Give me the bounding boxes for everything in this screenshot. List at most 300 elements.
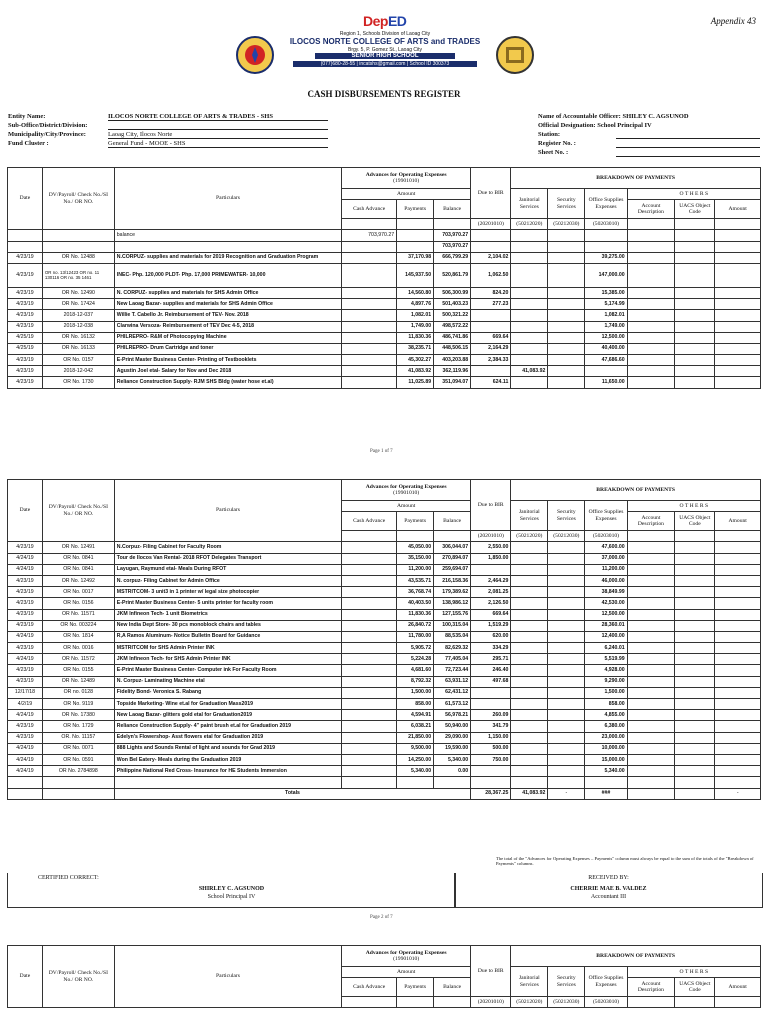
janitorial-cell — [511, 553, 548, 564]
deped-logo: DepED — [363, 13, 407, 29]
office-supplies-cell — [585, 366, 627, 377]
others-amount-cell — [715, 377, 761, 388]
table-row — [8, 310, 761, 321]
particulars-cell: JKM Infineon Tech- 1 unit Biometrics — [114, 609, 341, 620]
uacs-cell — [675, 620, 715, 631]
empty-cell — [585, 777, 627, 788]
balance-cell: 61,573.12 — [434, 699, 471, 710]
security-cell — [548, 377, 585, 388]
dv-cell: OR No. 16132 — [42, 332, 114, 343]
uacs-cell — [675, 687, 715, 698]
uacs-cell — [675, 332, 715, 343]
office-supplies-cell: 46,000.00 — [585, 575, 627, 586]
dv-cell: OR No. 12491 — [42, 542, 114, 553]
empty-cell — [42, 777, 114, 788]
account-desc-cell — [627, 310, 675, 321]
received-name: CHERRIE MAE B. VALDEZ — [570, 886, 647, 892]
due-bir-cell: 497.68 — [471, 676, 511, 687]
station-label: Station: — [538, 131, 561, 138]
date-cell: 4/24/19 — [8, 766, 43, 777]
payments-cell: 858.00 — [397, 699, 434, 710]
balance-cell: 506,300.99 — [434, 287, 471, 298]
due-bir-cell: 2,081.25 — [471, 587, 511, 598]
account-desc-cell — [627, 377, 675, 388]
office-supplies-cell: 15,000.00 — [585, 754, 627, 765]
particulars-cell: Willie T. Cabello Jr. Reimbursement of TEV- Nov. 2018 — [114, 310, 341, 321]
dv-cell: OR No. 9119 — [42, 699, 114, 710]
dv-cell: OR No. 0156 — [42, 598, 114, 609]
payments-cell: 4,681.60 — [397, 665, 434, 676]
payments-cell: 1,082.01 — [397, 310, 434, 321]
payments-cell: 43,535.71 — [397, 575, 434, 586]
particulars-cell: Reliance Construction Supply- RJM SHS Bldg (water hose et.al) — [114, 377, 341, 388]
security-cell — [548, 732, 585, 743]
col-date: Date — [8, 168, 43, 230]
table-row — [8, 609, 761, 620]
due-bir-cell — [471, 241, 511, 252]
office-supplies-cell — [585, 230, 627, 241]
office-supplies-cell: 147,000.00 — [585, 263, 627, 287]
others-amount-cell — [715, 687, 761, 698]
payments-cell: 5,224.28 — [397, 654, 434, 665]
office-supplies-cell: 23,000.00 — [585, 732, 627, 743]
totals-note: The total of the "Advances for Operating Expenses – Payments" column must always be equal to the sum of the totals of the "Breakdown of Payments" columns. — [496, 856, 754, 867]
due-bir-cell: 341.79 — [471, 721, 511, 732]
cash-advance-cell — [342, 241, 397, 252]
particulars-cell: Layugan, Raymund etal- Meals During RFOT — [114, 564, 341, 575]
security-cell — [548, 721, 585, 732]
others-amount-cell — [715, 542, 761, 553]
balance-cell: 520,861.79 — [434, 263, 471, 287]
dv-cell: OR No. 11572 — [42, 654, 114, 665]
cash-advance-cell: 703,970.27 — [342, 230, 397, 241]
balance-cell: 127,155.76 — [434, 609, 471, 620]
janitorial-cell — [511, 542, 548, 553]
dv-cell: OR No. 1814 — [42, 631, 114, 642]
letterhead — [235, 13, 535, 75]
uacs-cell — [675, 230, 715, 241]
others-amount-cell — [715, 598, 761, 609]
others-amount-cell — [715, 230, 761, 241]
particulars-cell: Clarwina Versoza- Reimbursement of TEV Dec 4-5, 2018 — [114, 321, 341, 332]
table-row — [8, 564, 761, 575]
cash-advance-cell — [342, 553, 397, 564]
uacs-cell — [675, 564, 715, 575]
cash-advance-cell — [342, 310, 397, 321]
table-row — [8, 732, 761, 743]
empty-cell — [8, 788, 43, 799]
officer-info — [538, 112, 760, 157]
received-title: Accountant III — [590, 894, 627, 900]
office-supplies-cell: 12,500.00 — [585, 609, 627, 620]
account-desc-cell — [627, 564, 675, 575]
date-cell: 4/23/19 — [8, 263, 43, 287]
uacs-cell — [675, 310, 715, 321]
balance-cell: 63,931.12 — [434, 676, 471, 687]
empty-cell — [114, 777, 341, 788]
balance-cell: 448,506.15 — [434, 343, 471, 354]
dv-cell: OR No. 1729 — [42, 721, 114, 732]
date-cell: 4/23/19 — [8, 366, 43, 377]
balance-cell: 666,799.29 — [434, 252, 471, 263]
totals-label: Totals — [114, 788, 470, 799]
others-amount-cell — [715, 310, 761, 321]
empty-cell — [42, 788, 114, 799]
date-cell: 4/23/19 — [8, 721, 43, 732]
cash-advance-cell — [342, 732, 397, 743]
table-row — [8, 699, 761, 710]
due-bir-cell: 260.09 — [471, 710, 511, 721]
due-bir-cell — [471, 321, 511, 332]
janitorial-cell — [511, 654, 548, 665]
payments-cell: 37,170.98 — [397, 252, 434, 263]
col-advances: Advances for Operating Expenses (19901010) — [342, 168, 471, 189]
uacs-cell — [675, 654, 715, 665]
account-desc-cell — [627, 631, 675, 642]
others-amount-cell — [715, 732, 761, 743]
security-cell — [548, 542, 585, 553]
cash-advance-cell — [342, 687, 397, 698]
date-cell: 4/23/19 — [8, 665, 43, 676]
header-address: Brgy. 5, P. Gomez St., Laoag City — [347, 47, 423, 53]
date-cell: 4/25/19 — [8, 332, 43, 343]
cash-advance-cell — [342, 377, 397, 388]
date-cell: 4/23/19 — [8, 542, 43, 553]
uacs-cell — [675, 631, 715, 642]
dv-cell: OR no. 0128 — [42, 687, 114, 698]
table-row — [8, 777, 761, 788]
others-amount-cell — [715, 366, 761, 377]
date-cell: 4/24/19 — [8, 631, 43, 642]
office-supplies-cell: 4,855.00 — [585, 710, 627, 721]
cash-advance-cell — [342, 710, 397, 721]
account-desc-cell — [627, 609, 675, 620]
janitorial-cell — [511, 687, 548, 698]
due-bir-cell: 2,104.02 — [471, 252, 511, 263]
balance-cell: 82,629.32 — [434, 643, 471, 654]
due-bir-cell: 2,464.29 — [471, 575, 511, 586]
payments-cell: 5,340.00 — [397, 766, 434, 777]
total-janitorial: 41,083.92 — [511, 788, 548, 799]
uacs-cell — [675, 721, 715, 732]
account-desc-cell — [627, 230, 675, 241]
register-title: CASH DISBURSEMENTS REGISTER — [307, 89, 461, 99]
due-bir-cell: 1,850.00 — [471, 553, 511, 564]
table-row — [8, 299, 761, 310]
particulars-cell: N. Corpuz- Laminating Machine etal — [114, 676, 341, 687]
entity-name-value: ILOCOS NORTE COLLEGE OF ARTS & TRADES - SHS — [108, 112, 328, 121]
janitorial-cell — [511, 598, 548, 609]
account-desc-cell — [627, 766, 675, 777]
table-row — [8, 676, 761, 687]
account-desc-cell — [627, 676, 675, 687]
due-bir-cell: 669.64 — [471, 609, 511, 620]
uacs-cell — [675, 263, 715, 287]
table-row — [8, 355, 761, 366]
payments-cell: 41,083.92 — [397, 366, 434, 377]
security-cell — [548, 299, 585, 310]
security-cell — [548, 241, 585, 252]
account-desc-cell — [627, 542, 675, 553]
security-cell — [548, 699, 585, 710]
uacs-cell — [675, 287, 715, 298]
register-table-page-3: Date DV/Payroll/ Check No./SI No./ OR NO. Particulars Advances for Operating Expenses (19901010) Due to BIR BREAKDOWN OF PAYMENTS Amount Janitorial Services Security Services Office Supplies Expenses O T H E R S Cash Advance Payments Balance Account Description UACS Object Code Amount (20201010) (50212020) (50212030) (50203010) — [7, 945, 761, 1008]
particulars-cell: New Laoag Bazar- glitters gold etal for Graduation2019 — [114, 710, 341, 721]
janitorial-cell — [511, 609, 548, 620]
account-desc-cell — [627, 687, 675, 698]
security-cell — [548, 564, 585, 575]
cash-advance-cell — [342, 252, 397, 263]
account-desc-cell — [627, 553, 675, 564]
office-supplies-cell: 1,082.01 — [585, 310, 627, 321]
others-amount-cell — [715, 665, 761, 676]
balance-cell: 179,389.62 — [434, 587, 471, 598]
particulars-cell: Edelyn's Flowershop- Asst flowers etal for Graduation 2019 — [114, 732, 341, 743]
total-others: - — [715, 788, 761, 799]
empty-cell — [675, 777, 715, 788]
others-amount-cell — [715, 609, 761, 620]
header-shs-banner: SENIOR HIGH SCHOOL — [315, 53, 455, 59]
payments-cell: 11,200.00 — [397, 564, 434, 575]
particulars-cell: Philippine National Red Cross- Insurance for HE Students Immersion — [114, 766, 341, 777]
others-amount-cell — [715, 287, 761, 298]
others-amount-cell — [715, 754, 761, 765]
cash-advance-cell — [342, 564, 397, 575]
municipality-label: Municipality/City/Province: — [8, 131, 86, 138]
particulars-cell — [114, 241, 341, 252]
due-bir-cell — [471, 687, 511, 698]
others-amount-cell — [715, 766, 761, 777]
janitorial-cell: 41,083.92 — [511, 366, 548, 377]
dv-cell: OR No. 17424 — [42, 299, 114, 310]
office-supplies-cell: 15,385.00 — [585, 287, 627, 298]
security-cell — [548, 743, 585, 754]
cash-advance-cell — [342, 743, 397, 754]
particulars-cell: Won Bel Eatery- Meals during the Graduation 2019 — [114, 754, 341, 765]
uacs-cell — [675, 575, 715, 586]
table-row — [8, 542, 761, 553]
others-amount-cell — [715, 631, 761, 642]
janitorial-cell — [511, 263, 548, 287]
security-cell — [548, 321, 585, 332]
date-cell: 4/24/19 — [8, 654, 43, 665]
balance-cell: 403,203.88 — [434, 355, 471, 366]
dv-cell: OR No. 0016 — [42, 643, 114, 654]
uacs-cell — [675, 743, 715, 754]
security-cell — [548, 575, 585, 586]
due-bir-cell — [471, 310, 511, 321]
due-bir-cell: 1,062.50 — [471, 263, 511, 287]
particulars-cell: Fidelity Bond- Veronica S. Rabang — [114, 687, 341, 698]
uacs-cell — [675, 676, 715, 687]
uacs-cell — [675, 766, 715, 777]
uacs-cell — [675, 299, 715, 310]
empty-cell — [8, 777, 43, 788]
dv-cell: 2018-12-037 — [42, 310, 114, 321]
balance-cell: 500,321.22 — [434, 310, 471, 321]
security-cell — [548, 587, 585, 598]
particulars-cell: N.Corpuz- Filing Cabinet for Faculty Room — [114, 542, 341, 553]
janitorial-cell — [511, 332, 548, 343]
dv-cell: 2018-12-038 — [42, 321, 114, 332]
date-cell: 4/23/19 — [8, 321, 43, 332]
dv-cell: OR No. 0841 — [42, 564, 114, 575]
uacs-cell — [675, 643, 715, 654]
others-amount-cell — [715, 743, 761, 754]
janitorial-cell — [511, 343, 548, 354]
table-row — [8, 754, 761, 765]
security-cell — [548, 366, 585, 377]
col-uacs: UACS Object Code — [675, 200, 715, 219]
uacs-cell — [675, 241, 715, 252]
janitorial-cell — [511, 754, 548, 765]
janitorial-cell — [511, 665, 548, 676]
cash-advance-cell — [342, 299, 397, 310]
due-bir-cell: 334.29 — [471, 643, 511, 654]
particulars-cell: R,A Ramos Aluminum- Notice Bulletin Board for Guidance — [114, 631, 341, 642]
payments-cell: 11,830.36 — [397, 332, 434, 343]
janitorial-cell — [511, 287, 548, 298]
particulars-cell: INEC- Php. 120,000 PLDT- Php. 17,000 PRIMEWATER- 10,000 — [114, 263, 341, 287]
particulars-cell: MSTRITCOM- 3 unit3 in 1 printer w/ legal size photocopier — [114, 587, 341, 598]
municipality-value: Laoag City, Ilocos Norte — [108, 130, 328, 139]
date-cell: 4/23/19 — [8, 299, 43, 310]
security-cell — [548, 553, 585, 564]
others-amount-cell — [715, 620, 761, 631]
col-particulars: Particulars — [114, 168, 341, 230]
date-cell: 4/24/19 — [8, 564, 43, 575]
security-cell — [548, 631, 585, 642]
payments-cell: 21,850.00 — [397, 732, 434, 743]
header-school-name: ILOCOS NORTE COLLEGE OF ARTS and TRADES — [289, 37, 481, 46]
others-amount-cell — [715, 710, 761, 721]
janitorial-cell — [511, 252, 548, 263]
particulars-cell: N. corpuz- Filing Cabinet for Admin Office — [114, 575, 341, 586]
uacs-cell — [675, 732, 715, 743]
received-box — [454, 873, 763, 908]
table-row — [8, 287, 761, 298]
received-label: RECEIVED BY: — [588, 875, 629, 881]
office-supplies-cell: 1,500.00 — [585, 687, 627, 698]
empty-cell — [627, 788, 675, 799]
account-desc-cell — [627, 241, 675, 252]
account-desc-cell — [627, 355, 675, 366]
date-cell: 4/23/19 — [8, 732, 43, 743]
uacs-cell — [675, 343, 715, 354]
cash-advance-cell — [342, 676, 397, 687]
others-amount-cell — [715, 343, 761, 354]
cash-advance-cell — [342, 699, 397, 710]
table-row — [8, 654, 761, 665]
others-amount-cell — [715, 564, 761, 575]
others-amount-cell — [715, 643, 761, 654]
payments-cell: 11,830.36 — [397, 609, 434, 620]
security-cell — [548, 687, 585, 698]
account-desc-cell — [627, 721, 675, 732]
table-row — [8, 743, 761, 754]
payments-cell: 11,780.00 — [397, 631, 434, 642]
uacs-cell — [675, 553, 715, 564]
security-cell — [548, 754, 585, 765]
office-supplies-cell — [585, 241, 627, 252]
due-bir-cell: 2,164.29 — [471, 343, 511, 354]
date-cell: 4/23/19 — [8, 287, 43, 298]
balance-cell: 72,723.44 — [434, 665, 471, 676]
office-supplies-cell: 9,290.00 — [585, 676, 627, 687]
date-cell: 4/23/19 — [8, 609, 43, 620]
security-cell — [548, 332, 585, 343]
balance-cell: 486,741.86 — [434, 332, 471, 343]
school-seal-icon — [495, 35, 535, 75]
col-payments: Payments — [397, 200, 434, 219]
office-supplies-cell: 11,200.00 — [585, 564, 627, 575]
table-row — [8, 321, 761, 332]
uacs-cell — [675, 321, 715, 332]
col-cash-advance: Cash Advance — [342, 200, 397, 219]
dv-cell: OR No. 17380 — [42, 710, 114, 721]
due-bir-cell: 824.20 — [471, 287, 511, 298]
uacs-cell — [675, 377, 715, 388]
dv-cell: OR no. 13/12423 OR no. 11 130116 OR no. 35 1461 — [42, 263, 114, 287]
certified-title: School Principal IV — [207, 894, 256, 900]
office-supplies-cell: 47,600.00 — [585, 542, 627, 553]
payments-cell: 45,302.27 — [397, 355, 434, 366]
col-oth-amount: Amount — [715, 200, 761, 219]
others-amount-cell — [715, 321, 761, 332]
dv-cell: OR No. 12492 — [42, 575, 114, 586]
table-row — [8, 575, 761, 586]
account-desc-cell — [627, 710, 675, 721]
date-cell: 4/23/19 — [8, 575, 43, 586]
payments-cell: 4,594.91 — [397, 710, 434, 721]
empty-cell — [675, 788, 715, 799]
others-amount-cell — [715, 263, 761, 287]
certified-name: SHIRLEY C. AGSUNOD — [198, 886, 265, 892]
janitorial-cell — [511, 710, 548, 721]
office-supplies-cell: 37,000.00 — [585, 553, 627, 564]
appendix-label: Appendix 43 — [710, 16, 756, 26]
particulars-cell: E-Print Master Business Center- Printing of Testbooklets — [114, 355, 341, 366]
sub-office-label: Sub-Office/District/Division: — [8, 122, 88, 129]
uacs-cell — [675, 699, 715, 710]
payments-cell: 38,235.71 — [397, 343, 434, 354]
payments-cell: 26,840.72 — [397, 620, 434, 631]
payments-cell: 4,897.76 — [397, 299, 434, 310]
dv-cell: OR No. 1730 — [42, 377, 114, 388]
due-bir-cell: 2,384.33 — [471, 355, 511, 366]
table-row — [8, 343, 761, 354]
balance-cell: 216,158.36 — [434, 575, 471, 586]
office-supplies-cell: 42,530.00 — [585, 598, 627, 609]
cash-advance-cell — [342, 366, 397, 377]
empty-cell — [397, 777, 434, 788]
entity-name-label: Entity Name: — [8, 113, 46, 120]
office-supplies-cell: 6,240.01 — [585, 643, 627, 654]
particulars-cell: Reliance Construction Supply- 4" paint brush et.al for Graduation 2019 — [114, 721, 341, 732]
payments-cell: 40,403.50 — [397, 598, 434, 609]
entity-info — [8, 112, 328, 148]
dv-cell: OR No. 12489 — [42, 676, 114, 687]
uacs-cell — [675, 366, 715, 377]
table-row — [8, 553, 761, 564]
balance-cell: 362,119.96 — [434, 366, 471, 377]
register-table-page-1: Date DV/Payroll/ Check No./SI No./ OR NO. Particulars Advances for Operating Expenses (19901010) Due to BIR BREAKDOWN OF PAYMENTS Amount Janitorial Services Security Services Office Supplies Expenses O T H E R S Cash Advance Payments Balance Account Description UACS Object Code Amount (20201010) (50212020) (50212030) (50203010) balance 703,970.27 703,970.27 703,970.27 4/23/19 OR No. 12488 N.CORPUZ- supplies and materials for 2019 Recognition and Graduation Program 37,170.98 666,799.29 2,104.02 39,275.00 4/23/19 OR no. 13/12423 OR no. 11 130116 OR no. 35 1461 INEC- Php. 120,000 PLDT- Php. 17,000 PRIMEWATER- 10,000 145,937.50 520,861.79 1,062.50 147,000.00 4/23/19 OR No. 12490 N. CORPUZ- supplies and materials for SHS Admin Office 14,560.80 506,300.99 824.20 15,385.00 4/23/19 OR No. 17424 New Laoag Bazar- supplies and materials for SHS Admin Office 4,897.76 501,403.23 277.23 5,174.99 4/23/19 2018-12-037 Willie T. Cabello Jr. Reimbursement of TEV- Nov. 2018 1,082.01 500,321.22 1,082.01 4/23/19 2018-12-038 Clarwina Versoza- Reimbursement of TEV Dec 4-5, 2018 1,749.00 498,572.22 1,749.00 4/25/19 OR No. 16132 PHILREPRO- R&M of Photocopying Machine 11,830.36 486,741.86 669.64 12,500.00 4/25/19 OR No. 16133 PHILREPRO- Drum Cartridge and toner 38,235.71 448,506.15 2,164.29 40,400.00 4/23/19 OR No. 0157 E-Print Master Business Center- Printing of Testbooklets 45,302.27 403,203.88 2,384.33 47,686.60 4/23/19 2018-12-042 Agustin Joel etal- Salary for Nov and Dec 2018 41,083.92 362,119.96 41,083.92 4/23/19 OR No. 1730 Reliance Construction Supply- RJM SHS Bldg (water hose et.al) 11,025.89 351,094.07 624.11 11,650.00 — [7, 167, 761, 389]
col-office: Office Supplies Expenses — [585, 189, 627, 219]
particulars-cell: PHILREPRO- R&M of Photocopying Machine — [114, 332, 341, 343]
office-supplies-cell: 6,380.00 — [585, 721, 627, 732]
cash-advance-cell — [342, 355, 397, 366]
dv-cell: OR No. 12488 — [42, 252, 114, 263]
